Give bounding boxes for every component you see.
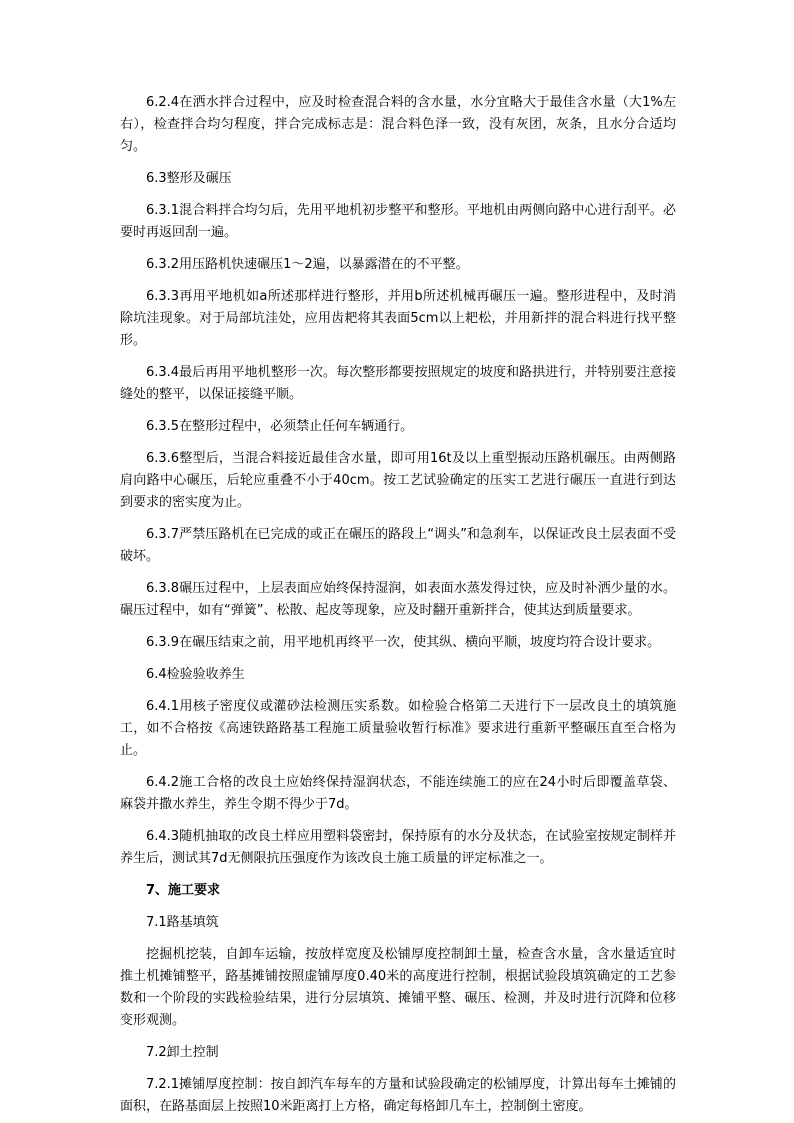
paragraph-7-2-1: 7.2.1摊铺厚度控制：按自卸汽车每车的方量和试验段确定的松铺厚度，计算出每车土摊铺的面积，在路基面层上按照10米距离打上方格，确定每格卸几车土，控制倒土密度。 xyxy=(120,1077,676,1114)
paragraph-6-4-2: 6.4.2施工合格的改良土应始终保持湿润状态，不能连续施工的应在24小时后即覆盖草袋、麻袋并撒水养生，养生令期不得少于7d。 xyxy=(120,775,676,812)
paragraph-6-3-3: 6.3.3再用平地机如a所述那样进行整形，并用b所述机械再碾压一遍。整形进程中，及时消除坑洼现象。对于局部坑洼处，应用齿耙将其表面5cm以上耙松，并用新拌的混合料进行找平整形。 xyxy=(120,289,676,348)
paragraph-6-3-2: 6.3.2用压路机快速碾压1～2遍，以暴露潜在的不平整。 xyxy=(146,257,469,272)
chapter-heading-7: 7、施工要求 xyxy=(146,883,221,898)
paragraph-6-3-6: 6.3.6整型后，当混合料接近最佳含水量，即可用16t及以上重型振动压路机碾压。由两侧路肩向路中心碾压，后轮应重叠不小于40cm。按工艺试验确定的压实工艺进行碾压一直进行到达到要求的密实度为止。 xyxy=(120,451,676,510)
paragraph-6-2-4: 6.2.4在洒水拌合过程中，应及时检查混合料的含水量，水分宜略大于最佳含水量（大1%左右），检查拌合均匀程度，拌合完成标志是：混合料色泽一致，没有灰团，灰条，且水分合适均匀。 xyxy=(120,95,676,154)
section-heading-7-1: 7.1路基填筑 xyxy=(146,915,219,930)
paragraph-6-3-7: 6.3.7严禁压路机在已完成的或正在碾压的路段上“调头”和急刹车，以保证改良土层表面不受破坏。 xyxy=(120,527,676,564)
paragraph-6-3-4: 6.3.4最后再用平地机整形一次。每次整形都要按照规定的坡度和路拱进行，并特别要注意接缝处的整平，以保证接缝平顺。 xyxy=(120,365,676,402)
document-page xyxy=(120,92,676,1118)
section-heading-6-4: 6.4检验验收养生 xyxy=(146,667,245,682)
paragraph-6-4-3: 6.4.3随机抽取的改良土样应用塑料袋密封，保持原有的水分及状态，在试验室按规定制样并养生后，测试其7d无侧限抗压强度作为该改良土施工质量的评定标准之一。 xyxy=(120,829,676,866)
paragraph-6-3-1: 6.3.1混合料拌合均匀后，先用平地机初步整平和整形。平地机由两侧向路中心进行刮平。必要时再返回刮一遍。 xyxy=(120,203,676,240)
section-heading-7-2: 7.2卸土控制 xyxy=(146,1045,219,1060)
paragraph-6-3-8: 6.3.8碾压过程中，上层表面应始终保持湿润，如表面水蒸发得过快，应及时补洒少量的水。碾压过程中，如有“弹簧”、松散、起皮等现象，应及时翻开重新拌合，使其达到质量要求。 xyxy=(120,581,676,618)
section-heading-6-3: 6.3整形及碾压 xyxy=(146,171,232,186)
paragraph-6-3-5: 6.3.5在整形过程中，必须禁止任何车辆通行。 xyxy=(146,419,414,434)
paragraph-6-3-9: 6.3.9在碾压结束之前，用平地机再终平一次，使其纵、横向平顺，坡度均符合设计要求。 xyxy=(146,635,661,650)
paragraph-7-1-body: 挖掘机挖装，自卸车运输，按放样宽度及松铺厚度控制卸土量，检查含水量，含水量适宜时推土机摊铺整平，路基摊铺按照虚铺厚度0.40米的高度进行控制，根据试验段填筑确定的工艺参数和一个阶段的实践检验结果，进行分层填筑、摊铺平整、碾压、检测，并及时进行沉降和位移变形观测。 xyxy=(120,947,676,1028)
paragraph-6-4-1: 6.4.1用核子密度仪或灌砂法检测压实系数。如检验合格第二天进行下一层改良土的填筑施工，如不合格按《高速铁路路基工程施工质量验收暂行标准》要求进行重新平整碾压直至合格为止。 xyxy=(120,699,676,758)
